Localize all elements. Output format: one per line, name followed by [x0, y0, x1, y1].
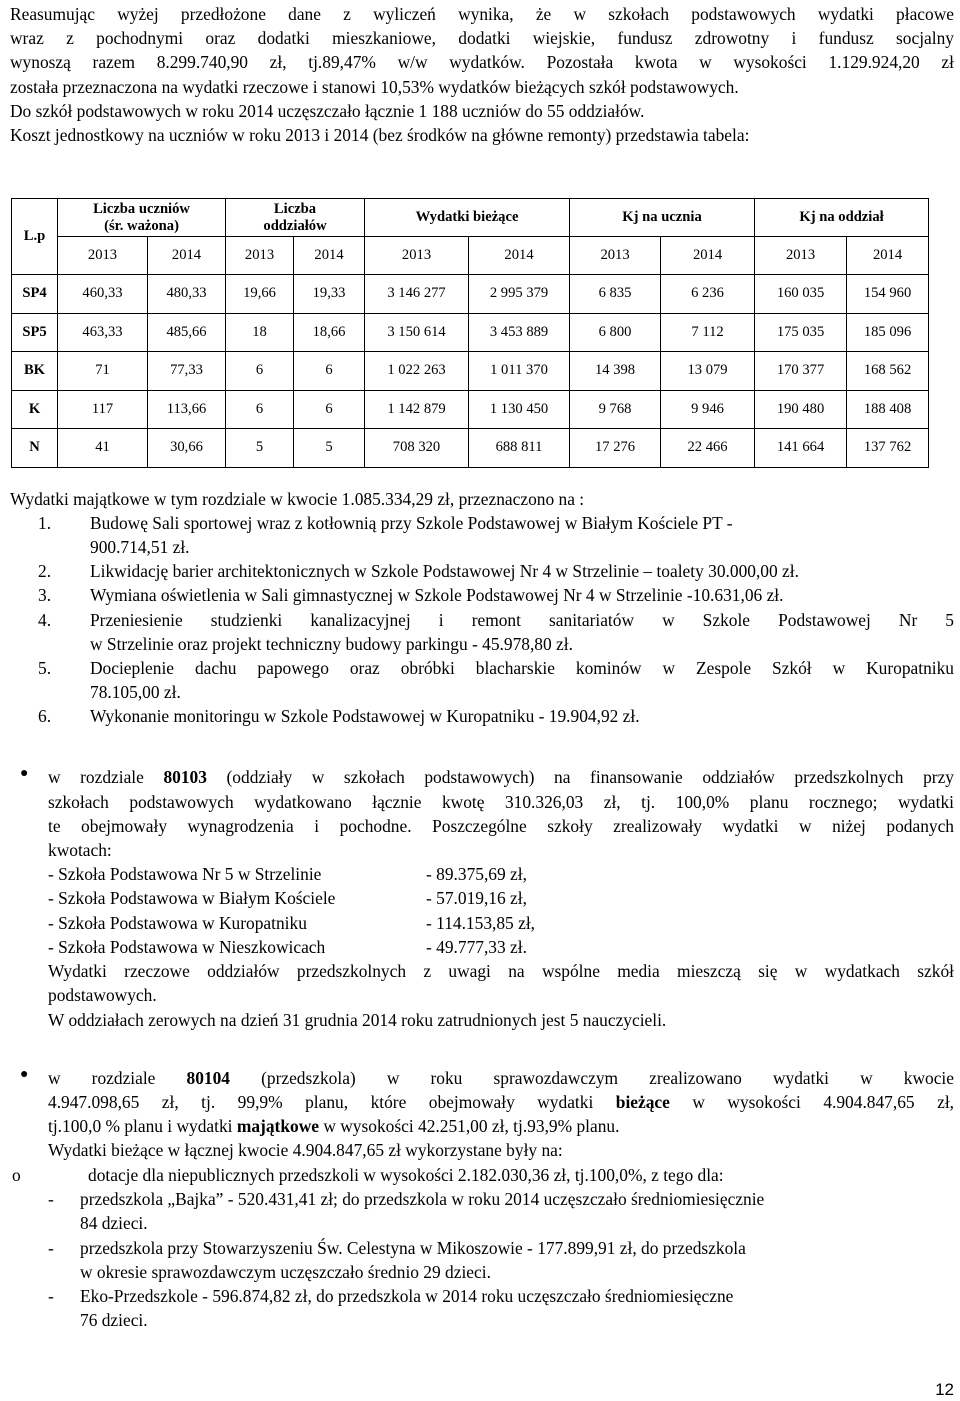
r80103-line-11: W oddziałach zerowych na dzień 31 grudnia 2014 roku zatrudnionych jest 5 nauczycieli. [48, 1010, 667, 1030]
table-cell: 6 [226, 352, 294, 391]
intro-line-3: wynoszą razem 8.299.740,90 zł, tj.89,47% w/w wydatków. Pozostała kwota w wysokości 1.129.924,20 zł [10, 52, 954, 72]
table-cell: 41 [58, 429, 148, 468]
year-cell: 2014 [469, 237, 570, 275]
r80104-code: 80104 [186, 1068, 230, 1088]
list-text: Wymiana oświetlenia w Sali gimnastycznej w Szkole Podstawowej Nr 4 w Strzelinie -10.631,06 zł. [90, 585, 784, 605]
list-text: w Strzelinie oraz projekt techniczny budowy parkingu - 45.978,80 zł. [90, 634, 573, 654]
table-cell: 460,33 [58, 275, 148, 314]
list-number: 1. [38, 513, 52, 533]
table-cell: 185 096 [847, 313, 929, 352]
school-amount: - 114.153,85 zł, [426, 913, 535, 933]
table-cell: 190 480 [755, 390, 847, 429]
r80103-line-4: kwotach: [48, 840, 112, 860]
year-cell: 2014 [294, 237, 365, 275]
dotacje-text: dotacje dla niepublicznych przedszkoli w wysokości 2.182.030,36 zł, tj.100,0%, z tego dla: [88, 1165, 724, 1185]
header-uczniow [58, 199, 226, 237]
row-label: SP4 [12, 275, 58, 314]
table-cell: 1 130 450 [469, 390, 570, 429]
dash-text: przedszkola „Bajka” - 520.431,41 zł; do przedszkola w roku 2014 uczęszczało średniomiesięcznie [80, 1189, 765, 1209]
list-text: Przeniesienie studzienki kanalizacyjnej i remont sanitariatów w Szkole Podstawowej Nr 5 [90, 610, 954, 630]
r80103-line-10: podstawowych. [48, 985, 157, 1005]
school-amount: - 89.375,69 zł, [426, 864, 527, 884]
table-cell: 18 [226, 313, 294, 352]
year-cell: 2014 [661, 237, 755, 275]
table-cell: 22 466 [661, 429, 755, 468]
header-oddzialow-l2: oddziałów [263, 217, 327, 234]
row-label: K [12, 390, 58, 429]
list-number: 6. [38, 706, 52, 726]
header-wydatki: Wydatki bieżące [365, 199, 570, 237]
list-number: 4. [38, 610, 52, 630]
r80104-line-1 [48, 1066, 954, 1090]
year-cell: 2013 [58, 237, 148, 275]
table-row [12, 390, 929, 429]
r80104-line-2 [48, 1090, 954, 1114]
school-name: - Szkoła Podstawowa w Kuropatniku [48, 913, 307, 933]
table-cell: 1 011 370 [469, 352, 570, 391]
year-cell: 2014 [847, 237, 929, 275]
table-cell: 688 811 [469, 429, 570, 468]
table-cell: 485,66 [148, 313, 226, 352]
r80104-line-3 [48, 1114, 954, 1138]
r80103-l1c: (oddziały w szkołach podstawowych) na finansowanie oddziałów przedszkolnych przy [206, 767, 954, 787]
list-text: Budowę Sali sportowej wraz z kotłownią przy Szkole Podstawowej w Białym Kościele PT - [90, 513, 733, 533]
table-cell: 168 562 [847, 352, 929, 391]
page-number: 12 [935, 1380, 954, 1399]
r80104-l1a: w rozdziale [48, 1068, 187, 1088]
dash-text: w okresie sprawozdawczym uczęszczało średnio 29 dzieci. [80, 1262, 491, 1282]
table-cell: 170 377 [755, 352, 847, 391]
r80103-code: 80103 [163, 767, 207, 787]
header-kj-oddzial: Kj na oddział [755, 199, 929, 237]
majatkowe-intro: Wydatki majątkowe w tym rozdziale w kwocie 1.085.334,29 zł, przeznaczono na : [10, 489, 585, 509]
list-text: 78.105,00 zł. [90, 682, 181, 702]
intro-line-6: Koszt jednostkowy na uczniów w roku 2013 i 2014 (bez środków na główne remonty) przedstawia tabela: [10, 125, 750, 145]
circle-marker: o [12, 1165, 21, 1185]
r80104-line-4: Wydatki bieżące w łącznej kwocie 4.904.847,65 zł wykorzystane były na: [48, 1140, 563, 1160]
table-cell: 1 022 263 [365, 352, 469, 391]
school-name: - Szkoła Podstawowa w Nieszkowicach [48, 937, 326, 957]
table-cell: 6 236 [661, 275, 755, 314]
r80103-line-1 [48, 765, 954, 789]
bullet-icon: ● [20, 766, 29, 781]
table-cell: 708 320 [365, 429, 469, 468]
table-cell: 9 768 [570, 390, 661, 429]
r80104-majatkowe: majątkowe [236, 1116, 319, 1136]
table-cell: 14 398 [570, 352, 661, 391]
table-cell: 77,33 [148, 352, 226, 391]
row-label: N [12, 429, 58, 468]
table-years-row [12, 237, 929, 275]
table-cell: 6 [294, 390, 365, 429]
intro-line-4: została przeznaczona na wydatki rzeczowe i stanowi 10,53% wydatków bieżących szkół podstawowych. [10, 77, 739, 97]
r80103-line-9: Wydatki rzeczowe oddziałów przedszkolnych z uwagi na wspólne media mieszczą się w wydatkach szkół [48, 961, 954, 981]
school-name: - Szkoła Podstawowa Nr 5 w Strzelinie [48, 864, 322, 884]
table-cell: 19,66 [226, 275, 294, 314]
table-cell: 6 800 [570, 313, 661, 352]
header-lp: L.p [12, 199, 58, 275]
list-text: 900.714,51 zł. [90, 537, 190, 557]
year-cell: 2013 [570, 237, 661, 275]
table-cell: 188 408 [847, 390, 929, 429]
header-oddzialow [226, 199, 365, 237]
dash-text: 84 dzieci. [80, 1213, 148, 1233]
table-cell: 463,33 [58, 313, 148, 352]
table-cell: 30,66 [148, 429, 226, 468]
r80104-biezace: bieżące [615, 1092, 670, 1112]
list-text: Wykonanie monitoringu w Szkole Podstawowej w Kuropatniku - 19.904,92 zł. [90, 706, 640, 726]
list-number: 3. [38, 585, 52, 605]
list-number: 2. [38, 561, 52, 581]
table-cell: 154 960 [847, 275, 929, 314]
table-row [12, 313, 929, 352]
table-cell: 5 [226, 429, 294, 468]
header-uczniow-l1: Liczba uczniów [93, 200, 190, 217]
table-cell: 3 453 889 [469, 313, 570, 352]
r80103-l1a: w rozdziale [48, 767, 164, 787]
r80104-l2a: 4.947.098,65 zł, tj. 99,9% planu, które obejmowały wydatki [48, 1092, 616, 1112]
dash-marker: - [48, 1238, 54, 1258]
r80104-l3a: tj.100,0 % planu i wydatki [48, 1116, 237, 1136]
school-name: - Szkoła Podstawowa w Białym Kościele [48, 888, 336, 908]
dash-marker: - [48, 1286, 54, 1306]
table-cell: 3 150 614 [365, 313, 469, 352]
intro-line-2: wraz z pochodnymi oraz dodatki mieszkaniowe, dodatki wiejskie, fundusz zdrowotny i fundusz socjalny [10, 28, 954, 48]
header-oddzialow-l1: Liczba [273, 200, 317, 217]
year-cell: 2013 [755, 237, 847, 275]
bullet-icon: ● [20, 1067, 29, 1082]
table-cell: 7 112 [661, 313, 755, 352]
table-cell: 6 835 [570, 275, 661, 314]
header-kj-ucznia: Kj na ucznia [570, 199, 755, 237]
table-cell: 9 946 [661, 390, 755, 429]
r80104-l1c: (przedszkola) w roku sprawozdawczym zrealizowano wydatki w kwocie [229, 1068, 954, 1088]
table-cell: 18,66 [294, 313, 365, 352]
table-cell: 137 762 [847, 429, 929, 468]
table-cell: 71 [58, 352, 148, 391]
table-cell: 5 [294, 429, 365, 468]
dash-text: 76 dzieci. [80, 1310, 148, 1330]
year-cell: 2013 [226, 237, 294, 275]
r80104-l3c: w wysokości 42.251,00 zł, tj.93,9% planu. [318, 1116, 620, 1136]
table-cell: 160 035 [755, 275, 847, 314]
table-cell: 6 [226, 390, 294, 429]
r80103-line-2: szkołach podstawowych wydatkowano łącznie kwotę 310.326,03 zł, tj. 100,0% planu rocznego; wydatki [48, 792, 954, 812]
table-row [12, 352, 929, 391]
school-amount: - 49.777,33 zł. [426, 937, 527, 957]
table-cell: 117 [58, 390, 148, 429]
list-text: Docieplenie dachu papowego oraz obróbki blacharskie kominów w Zespole Szkół w Kuropatniku [90, 658, 954, 678]
table-cell: 141 664 [755, 429, 847, 468]
table-header-row [12, 199, 929, 237]
table-row [12, 275, 929, 314]
r80104-l2c: w wysokości 4.904.847,65 zł, [669, 1092, 955, 1112]
table-cell: 113,66 [148, 390, 226, 429]
intro-line-1: Reasumując wyżej przedłożone dane z wyliczeń wynika, że w szkołach podstawowych wydatki płacowe [10, 4, 954, 24]
row-label: SP5 [12, 313, 58, 352]
intro-line-5: Do szkół podstawowych w roku 2014 uczęszczało łącznie 1 188 uczniów do 55 oddziałów. [10, 101, 645, 121]
dash-text: Eko-Przedszkole - 596.874,82 zł, do przedszkola w 2014 roku uczęszczało średniomiesięczne [80, 1286, 734, 1306]
table-cell: 3 146 277 [365, 275, 469, 314]
table-cell: 480,33 [148, 275, 226, 314]
year-cell: 2014 [148, 237, 226, 275]
header-uczniow-l2: (śr. ważona) [104, 217, 179, 234]
table-row [12, 429, 929, 468]
dash-marker: - [48, 1189, 54, 1209]
list-text: Likwidację barier architektonicznych w Szkole Podstawowej Nr 4 w Strzelinie – toalety 30.000,00 zł. [90, 561, 799, 581]
table-cell: 2 995 379 [469, 275, 570, 314]
table-cell: 1 142 879 [365, 390, 469, 429]
table-cell: 175 035 [755, 313, 847, 352]
year-cell: 2013 [365, 237, 469, 275]
school-amount: - 57.019,16 zł, [426, 888, 527, 908]
table-cell: 17 276 [570, 429, 661, 468]
list-number: 5. [38, 658, 52, 678]
table-cell: 19,33 [294, 275, 365, 314]
table-cell: 13 079 [661, 352, 755, 391]
r80103-line-3: te obejmowały wynagrodzenia i pochodne. Poszczególne szkoły zrealizowały wydatki w niżej podanych [48, 816, 954, 836]
cost-table [11, 198, 929, 468]
table-cell: 6 [294, 352, 365, 391]
row-label: BK [12, 352, 58, 391]
dash-text: przedszkola przy Stowarzyszeniu Św. Celestyna w Mikoszowie - 177.899,91 zł, do przedszkola [80, 1238, 746, 1258]
